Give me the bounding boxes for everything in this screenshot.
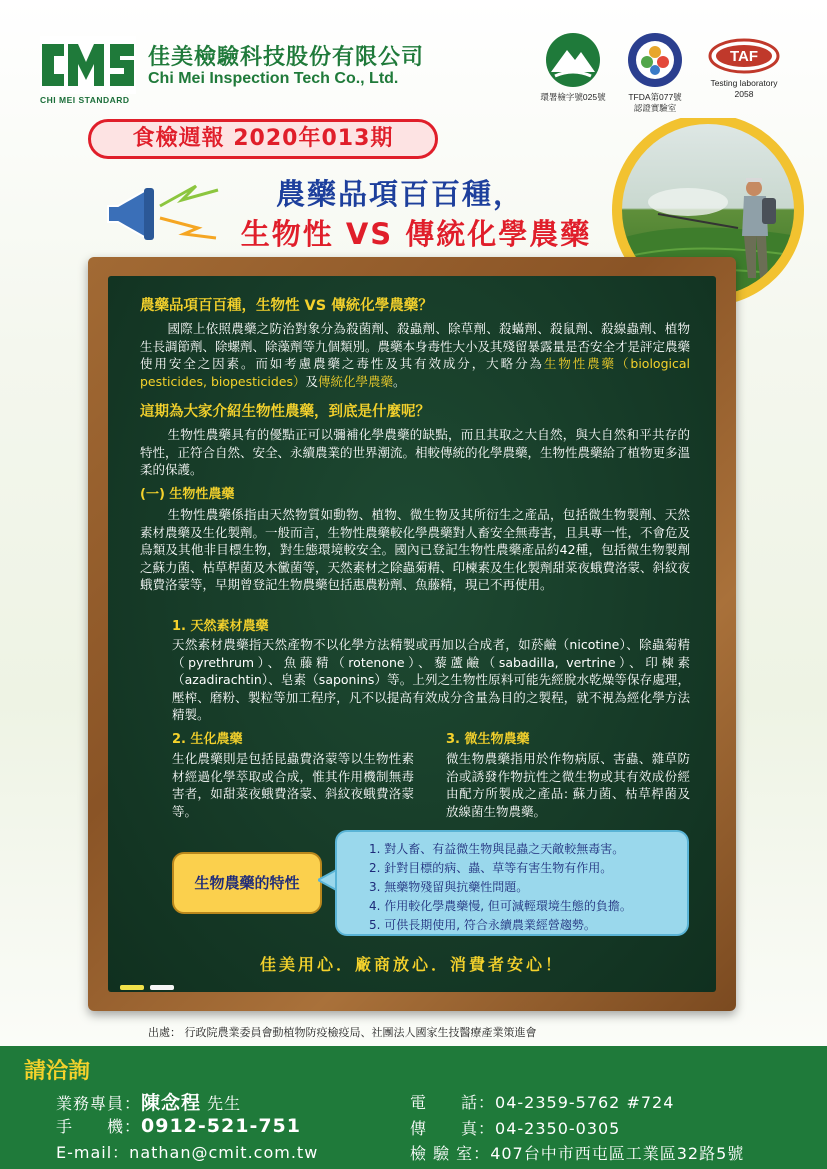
tfda-cert bbox=[618, 32, 692, 114]
title-line-1: 農藥品項百百種， bbox=[275, 177, 524, 211]
epa-cert bbox=[532, 32, 614, 103]
staff-title: 先生 bbox=[207, 1094, 242, 1113]
tfda-label-1: TFDA第077號 bbox=[628, 92, 682, 102]
benefit-paragraph: 生物性農藥具有的優點正可以彌補化學農藥的缺點，而且其取之大自然，與大自然和平共存的特性，正符合自然、安全、永續農業的世界潮流。相較傳統的化學農藥，生物性農藥給了植物更多溫柔的保護。 bbox=[140, 427, 691, 477]
mobile-row bbox=[56, 1114, 301, 1137]
staff-label: 業務專員： bbox=[56, 1094, 142, 1113]
fax-number: 04-2350-0305 bbox=[495, 1119, 621, 1138]
section-heading-3: (一) 生物性農藥 bbox=[140, 487, 235, 502]
epa-cert-label: 環署檢字號025號 bbox=[540, 92, 606, 102]
slogan: 佳美用心．廠商放心．消費者安心！ bbox=[259, 955, 564, 974]
tel-label: 電 話： bbox=[410, 1093, 496, 1112]
biopesticide-paragraph: 生物性農藥係指由天然物質如動物、植物、微生物及其所衍生之產品，包括微生物製劑、天然素材農藥及生化製劑。一般而言，生物性農藥較化學農藥對人畜安全無毒害，且具專一性，不會危及鳥類及其他非目標生物，對生態環境較安全。國內已登記生物性農藥產品約42種，包括微生物製劑之蘇力菌、枯草桿菌及木黴菌等，天然素材之除蟲菊精、印楝素及生化製劑甜菜夜蛾費洛蒙、斜紋夜蛾費洛蒙等，早期曾登記生物農藥包括惠農粉劑、魚藤精，現已不再使用。 bbox=[140, 507, 691, 592]
email-row bbox=[56, 1140, 318, 1163]
staff-name: 陳念程 bbox=[141, 1092, 202, 1114]
subsection-natural-text: 天然素材農藥指天然產物不以化學方法精製或再加以合成者，如菸鹼（nicotine）、除蟲菊精（pyrethrum）、魚藤精（rotenone）、藜蘆鹼（sabadilla, vertrine）、印楝素（azadirachtin）、皂素（saponins）等。上列之生物性原料可能先經脫水乾燥等保存處理，壓榨、磨粉、製粒等加工程序，凡不以提高有效成分含量為目的之製程，就不視為經化學方法精製。 bbox=[172, 637, 690, 722]
white-chalk bbox=[150, 985, 174, 990]
feature-item: 4. 作用較化學農藥慢, 但可減輕環境生態的負擔。 bbox=[369, 899, 632, 913]
staff-row bbox=[56, 1088, 241, 1115]
lab-address-row bbox=[410, 1141, 744, 1164]
features-label: 生物農藥的特性 bbox=[172, 852, 322, 914]
fax-label: 傳 真： bbox=[410, 1119, 496, 1138]
subsection-biochemical-text: 生化農藥則是包括昆蟲費洛蒙等以生物性素材經過化學萃取或合成，惟其作用機制無毒害者，如甜菜夜蛾費洛蒙、斜紋夜蛾費洛蒙等。 bbox=[172, 751, 414, 819]
taf-badge-text: TAF bbox=[729, 48, 759, 65]
title-line-2: 生物性 VS 傳統化學農藥 bbox=[240, 217, 592, 251]
features-list bbox=[335, 830, 689, 936]
tel-number[interactable]: 04-2359-5762 #724 bbox=[495, 1093, 675, 1112]
email-link[interactable]: nathan@cmit.com.tw bbox=[129, 1143, 319, 1162]
tel-row bbox=[410, 1090, 674, 1113]
lab-address: 407台中市西屯區工業區32路5號 bbox=[490, 1144, 745, 1163]
taf-label-2: 2058 bbox=[734, 89, 754, 99]
feature-item: 2. 針對目標的病、蟲、草等有害生物有作用。 bbox=[369, 861, 613, 875]
email-label: E-mail： bbox=[56, 1143, 130, 1162]
mountain-icon bbox=[545, 32, 601, 88]
feature-item: 5. 可供長期使用, 符合永續農業經營趨勢。 bbox=[369, 918, 596, 932]
section-heading-1: 農藥品項百百種，生物性 VS 傳統化學農藥？ bbox=[140, 298, 433, 314]
company-name-english: Chi Mei Inspection Tech Co., Ltd. bbox=[148, 70, 399, 87]
mobile-number[interactable]: 0912-521-751 bbox=[141, 1115, 301, 1137]
subsection-biochemical-title: 2. 生化農藥 bbox=[172, 732, 243, 747]
cms-logo bbox=[40, 36, 136, 94]
subsection-microbial-title: 3. 微生物農藥 bbox=[446, 732, 530, 747]
yellow-chalk bbox=[120, 985, 144, 990]
fax-row bbox=[410, 1116, 620, 1139]
lab-label: 檢 驗 室： bbox=[410, 1144, 491, 1163]
source-note: 出處： 行政院農業委員會動植物防疫檢疫局、社團法人國家生技醫療產業策進會 bbox=[148, 1026, 537, 1039]
section-heading-2: 這期為大家介紹生物性農藥，到底是什麼呢？ bbox=[140, 404, 430, 420]
subsection-microbial-text: 微生物農藥指用於作物病原、害蟲、雜草防治或誘發作物抗性之微生物或其有效成份經由配方所製成之產品: 蘇力菌、枯草桿菌及放線菌生物農藥。 bbox=[446, 751, 690, 819]
contact-title: 請洽詢 bbox=[24, 1059, 91, 1084]
subsection-natural-title: 1. 天然素材農藥 bbox=[172, 619, 269, 634]
intro-paragraph: 國際上依照農藥之防治對象分為殺菌劑、殺蟲劑、除草劑、殺蟎劑、殺鼠劑、殺線蟲劑、植物生長調節劑、除螺劑、除藻劑等九個類別。農藥本身毒性大小及其殘留暴露量是否安全才是評定農藥使用安全之因素。而如考慮農藥之毒性及其有效成分，大略分為生物性農藥（biological pesticides, biopesticides）及傳統化學農藥。 bbox=[140, 321, 691, 389]
feature-item: 3. 無藥物殘留與抗藥性問題。 bbox=[369, 880, 529, 894]
issue-banner: 食檢週報 2020年013期 bbox=[88, 119, 438, 159]
taf-cert bbox=[698, 38, 790, 100]
logo-subtitle: CHI MEI STANDARD bbox=[40, 95, 130, 105]
taf-logo-icon bbox=[708, 38, 780, 74]
taf-label-1: Testing laboratory bbox=[710, 78, 778, 88]
fda-badge-icon bbox=[627, 32, 683, 88]
mobile-label: 手 機： bbox=[56, 1117, 142, 1136]
tfda-label-2: 認證實驗室 bbox=[633, 103, 677, 113]
company-name-chinese: 佳美檢驗科技股份有限公司 bbox=[148, 45, 425, 70]
feature-item: 1. 對人畜、有益微生物與昆蟲之天敵較無毒害。 bbox=[369, 842, 625, 856]
